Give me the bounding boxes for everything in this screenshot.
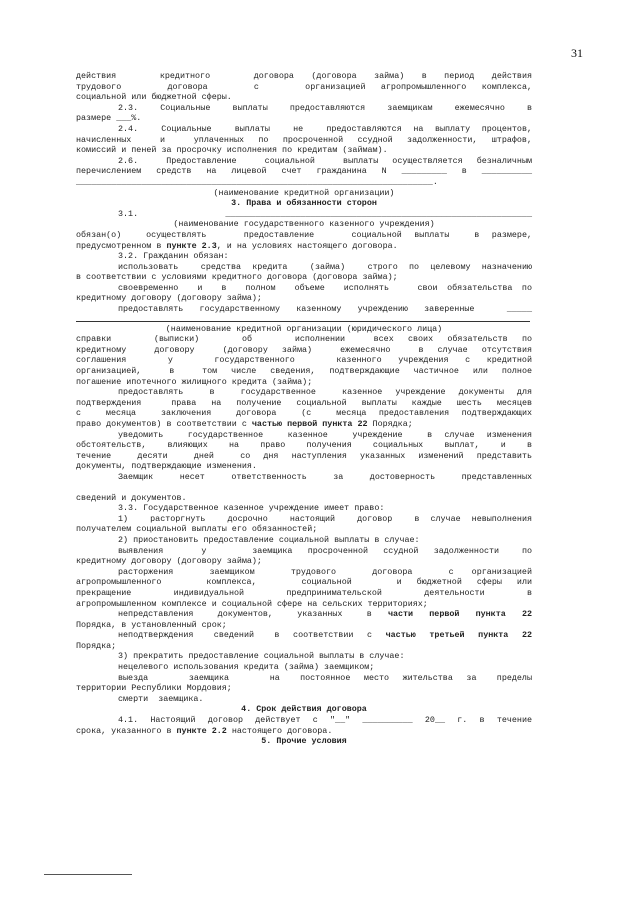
paragraph-line: выезда заемщика на постоянное место жительства за пределы: [118, 672, 532, 683]
footnote-separator: [44, 874, 132, 875]
document-reference: частью третьей пункта 22: [385, 630, 532, 641]
paragraph-line: срока, указанного в пункте 2.2 настоящего договора.: [76, 725, 333, 736]
paragraph-line: 2.4. Социальные выплаты не предоставляются на выплату процентов,: [118, 123, 532, 134]
paragraph-line: прекращение индивидуальной предпринимательской деятельности в: [76, 587, 532, 598]
document-reference: пункте 2.3: [166, 240, 217, 251]
paragraph-line: предоставлять государственному казенному учреждению заверенные _____: [118, 304, 532, 315]
paragraph-line: сведений и документов.: [76, 492, 187, 503]
paragraph-line: кредитному договору (договору займа);: [76, 556, 262, 567]
paragraph-line: (наименование кредитной организации (юридического лица): [165, 323, 443, 334]
paragraph-line: организацией, в том числе сведения, подтверждающие частичное или полное: [76, 366, 532, 377]
paragraph-line: комиссий и пеней за просрочку исполнения по кредитам (займам).: [76, 145, 388, 156]
paragraph-line: агропромышленного комплекса, социальной и бюджетной сферы или: [76, 577, 532, 588]
paragraph-line: предусмотренном в пункте 2.3, и на условиях настоящего договора.: [76, 240, 398, 251]
blank-fill-line: [76, 315, 530, 322]
paragraph-line: подтверждения права на получение социальной выплаты каждые шесть месяцев: [76, 397, 532, 408]
document-reference: части первой пункта 22: [387, 609, 532, 620]
paragraph-line: трудового договора с организацией агропромышленного комплекса,: [76, 81, 532, 92]
paragraph-line: право документов) в соответствии с частью первой пункта 22 Порядка;: [76, 419, 413, 429]
paragraph-line: 3.3. Государственное казенное учреждение имеет право:: [118, 503, 385, 514]
paragraph-line: смерти заемщика.: [118, 693, 204, 704]
paragraph-line: 4.1. Настоящий договор действует с "__" __________ 20__ г. в течение: [118, 715, 532, 726]
paragraph-line: Заемщик несет ответственность за достоверность представленных: [118, 471, 532, 482]
paragraph-line: кредитному договору (договору займа);: [76, 293, 262, 304]
paragraph-line: 2) приостановить предоставление социальной выплаты в случае:: [118, 534, 420, 545]
paragraph-line: расторжения заемщиком трудового договора с организацией: [118, 566, 532, 577]
paragraph-line: обстоятельств, влияющих на право получения социальных выплат, и в: [76, 440, 532, 451]
paragraph-line: неподтверждения сведений в соответствии с частью третьей пункта 22: [118, 630, 532, 641]
paragraph-line: социальной или бюджетной сферы.: [76, 92, 232, 103]
paragraph-line: предоставлять в государственное казенное учреждение документы для: [118, 387, 532, 398]
paragraph-line: документы, подтверждающие изменения.: [76, 461, 257, 472]
paragraph-line: получателем социальной выплаты его обязанностей;: [76, 524, 318, 535]
paragraph-line: в соответствии с условиями кредитного договора (договора займа);: [76, 272, 398, 283]
paragraph-line: перечислением средств на лицевой счет гражданина N _________ в __________: [76, 166, 532, 177]
paragraph-line: нецелевого использования кредита (займа) заемщиком;: [118, 662, 375, 673]
paragraph-line: Порядка, в установленный срок;: [76, 619, 227, 630]
paragraph-line: использовать средства кредита (займа) строго по целевому назначению: [118, 261, 532, 272]
paragraph-line: непредставления документов, указанных в части первой пункта 22: [118, 609, 532, 620]
paragraph-line: обязан(о) осуществлять предоставление социальной выплаты в размере,: [76, 229, 532, 240]
paragraph-line: погашение ипотечного жилищного кредита (займа);: [76, 376, 313, 387]
paragraph-line: течение десяти дней со дня наступления указанных изменений представить: [76, 450, 532, 461]
paragraph-line: с месяца заключения договора (с месяца предоставления подтверждающих: [76, 408, 532, 419]
paragraph-line: действия кредитного договора (договора займа) в период действия: [76, 71, 532, 81]
document-reference: частью первой пункта 22: [251, 419, 368, 429]
paragraph-line: 3.1. _____________________________________________________________: [118, 208, 532, 219]
paragraph-line: уведомить государственное казенное учреждение в случае изменения: [118, 429, 532, 440]
paragraph-line: кредитному договору (договору займа) ежемесячно в случае отсутствия: [76, 344, 532, 355]
paragraph-line: 3) прекратить предоставление социальной выплаты в случае:: [118, 651, 405, 662]
section-heading: 4. Срок действия договора: [241, 704, 367, 715]
paragraph-line: 2.6. Предоставление социальной выплаты осуществляется безналичным: [118, 155, 532, 166]
paragraph-line: 2.3. Социальные выплаты предоставляются заемщикам ежемесячно в: [118, 102, 532, 113]
section-heading: 3. Права и обязанности сторон: [231, 198, 377, 209]
paragraph-line: начисленных и уплаченных по просроченной ссудной задолженности, штрафов,: [76, 134, 532, 145]
paragraph-line: соглашения у государственного казенного учреждения с кредитной: [76, 355, 532, 366]
document-body: [76, 71, 532, 747]
paragraph-line: размере ___%.: [76, 113, 142, 124]
paragraph-line: (наименование государственного казенного учреждения): [173, 219, 435, 230]
paragraph-line: справки (выписки) об исполнении всех своих обязательств по: [76, 334, 532, 345]
paragraph-line: (наименование кредитной организации): [213, 187, 395, 198]
paragraph-line: агропромышленном комплексе и социальной сфере на сельских территориях;: [76, 598, 428, 609]
section-heading: 5. Прочие условия: [261, 736, 347, 747]
document-reference: пункте 2.2: [176, 725, 227, 736]
paragraph-line: 3.2. Гражданин обязан:: [118, 251, 229, 262]
page-number: 31: [571, 46, 583, 60]
paragraph-line: Порядка;: [76, 640, 117, 651]
paragraph-line: _______________________________________________________________________.: [76, 176, 438, 187]
paragraph-line: 1) расторгнуть досрочно настоящий договор в случае невыполнения: [118, 513, 532, 524]
paragraph-line: своевременно и в полном объеме исполнять свои обязательства по: [118, 282, 532, 293]
paragraph-line: выявления у заемщика просроченной ссудной задолженности по: [118, 545, 532, 556]
paragraph-line: территории Республики Мордовия;: [76, 683, 232, 694]
